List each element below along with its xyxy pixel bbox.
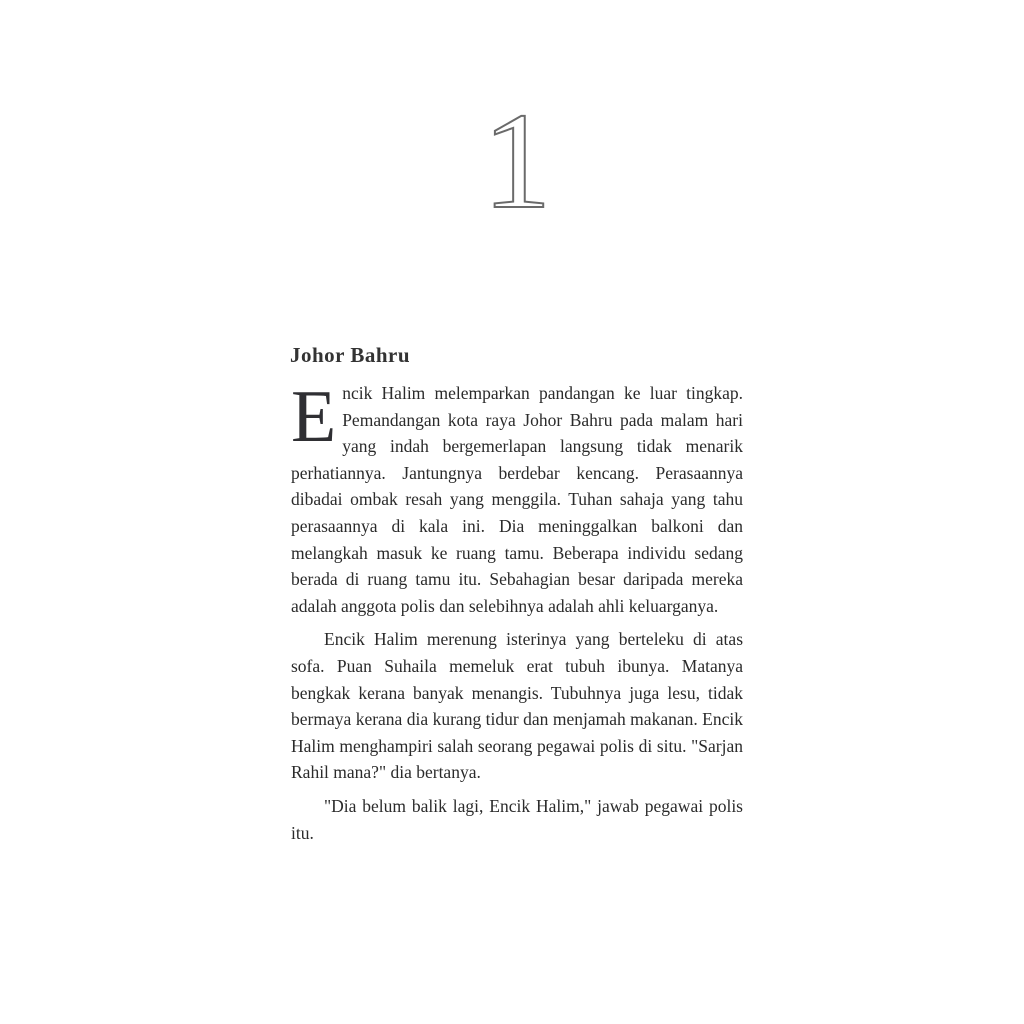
paragraph-3: "Dia belum balik lagi, Encik Halim," jawab pegawai polis itu. [291,795,743,843]
chapter-number: 1 [482,84,552,237]
drop-cap: E [291,376,337,458]
paragraph-1-text: ncik Halim melemparkan pandangan ke luar tingkap. Pemandangan kota raya Johor Bahru pada malam hari yang indah bergemerlapan langsung tidak menarik perhatiannya. Jantungnya berdebar kencang. Perasaannya dibadai ombak resah yang menggila. Tuhan sahaja yang tahu perasaannya di kala ini. Dia meninggalkan balkoni dan melangkah masuk ke ruang tamu. Beberapa individu sedang berada di ruang tamu itu. Sebahagian besar daripada mereka adalah anggota polis dan selebihnya adalah ahli keluarganya. [291,383,743,616]
section-heading: Johor Bahru [290,343,411,367]
body-text [291,376,743,853]
paragraph-1 [291,376,743,619]
paragraph-2: Encik Halim merenung isterinya yang berteleku di atas sofa. Puan Suhaila memeluk erat tubuh ibunya. Matanya bengkak kerana banyak menangis. Tubuhnya juga lesu, tidak bermaya kerana dia kurang tidur dan menjamah makanan. Encik Halim menghampiri salah seorang pegawai polis di situ. "Sarjan Rahil mana?" dia bertanya. [291,629,743,783]
